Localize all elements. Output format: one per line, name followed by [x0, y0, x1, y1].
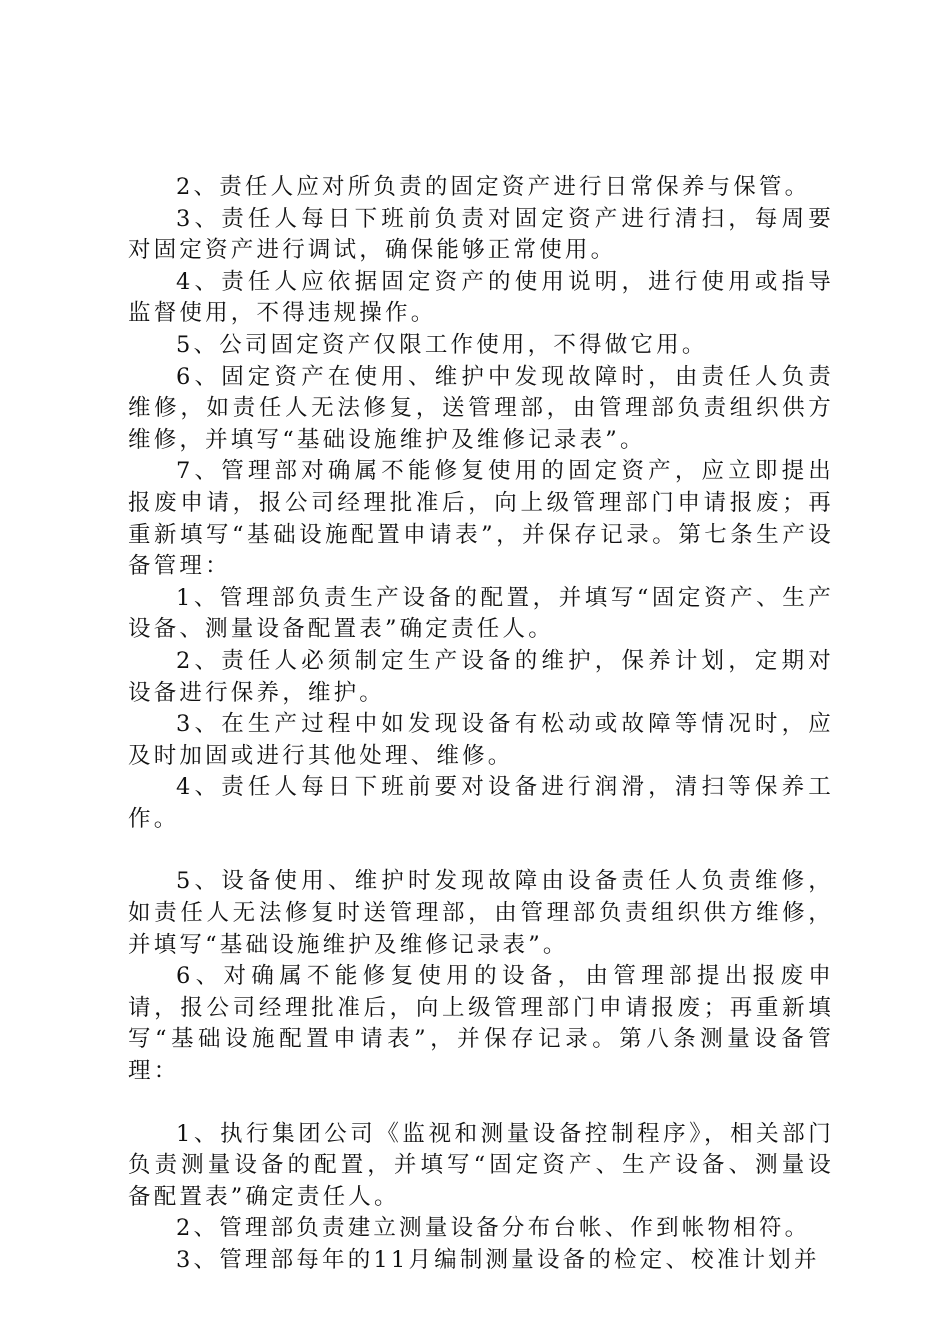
paragraph-measurement-1: 1、执行集团公司《监视和测量设备控制程序》，相关部门负责测量设备的配置，并填写“固定资产、生产设备、测量设备配置表”确定责任人。 — [128, 1120, 834, 1210]
paragraph-production-1: 1、管理部负责生产设备的配置，并填写“固定资产、生产设备、测量设备配置表”确定责任人。 — [128, 584, 834, 643]
paragraph-production-4: 4、责任人每日下班前要对设备进行润滑，清扫等保养工作。 — [128, 774, 834, 832]
paragraph-production-5: 5、设备使用、维护时发现故障由设备责任人负责维修，如责任人无法修复时送管理部，由管理部负责组织供方维修，并填写“基础设施维护及维修记录表”。 — [128, 868, 834, 958]
paragraph-measurement-3: 3、管理部每年的11月编制测量设备的检定、校准计划并 — [176, 1247, 820, 1273]
paragraph-production-2: 2、责任人必须制定生产设备的维护，保养计划，定期对设备进行保养，维护。 — [128, 647, 834, 706]
paragraph-asset-4: 4、责任人应依据固定资产的使用说明，进行使用或指导监督使用，不得违规操作。 — [128, 268, 834, 327]
paragraph-measurement-2: 2、管理部负责建立测量设备分布台帐、作到帐物相符。 — [176, 1215, 811, 1242]
paragraph-asset-3: 3、责任人每日下班前负责对固定资产进行清扫，每周要对固定资产进行调试，确保能够正常使用。 — [128, 205, 834, 264]
paragraph-production-3: 3、在生产过程中如发现设备有松动或故障等情况时，应及时加固或进行其他处理、维修。 — [128, 711, 834, 769]
document-body — [128, 172, 834, 1277]
paragraph-asset-5: 5、公司固定资产仅限工作使用，不得做它用。 — [176, 331, 708, 358]
paragraph-asset-6: 6、固定资产在使用、维护中发现故障时，由责任人负责维修，如责任人无法修复，送管理部，由管理部负责组织供方维修，并填写“基础设施维护及维修记录表”。 — [128, 363, 834, 453]
paragraph-asset-7: 7、管理部对确属不能修复使用的固定资产，应立即提出报废申请，报公司经理批准后，向上级管理部门申请报废；再重新填写“基础设施配置申请表”，并保存记录。第七条生产设备管理： — [128, 458, 834, 580]
paragraph-production-6: 6、对确属不能修复使用的设备，由管理部提出报废申请，报公司经理批准后，向上级管理部门申请报废；再重新填写“基础设施配置申请表”，并保存记录。第八条测量设备管理： — [128, 963, 834, 1085]
paragraph-asset-2: 2、责任人应对所负责的固定资产进行日常保养与保管。 — [176, 174, 811, 200]
